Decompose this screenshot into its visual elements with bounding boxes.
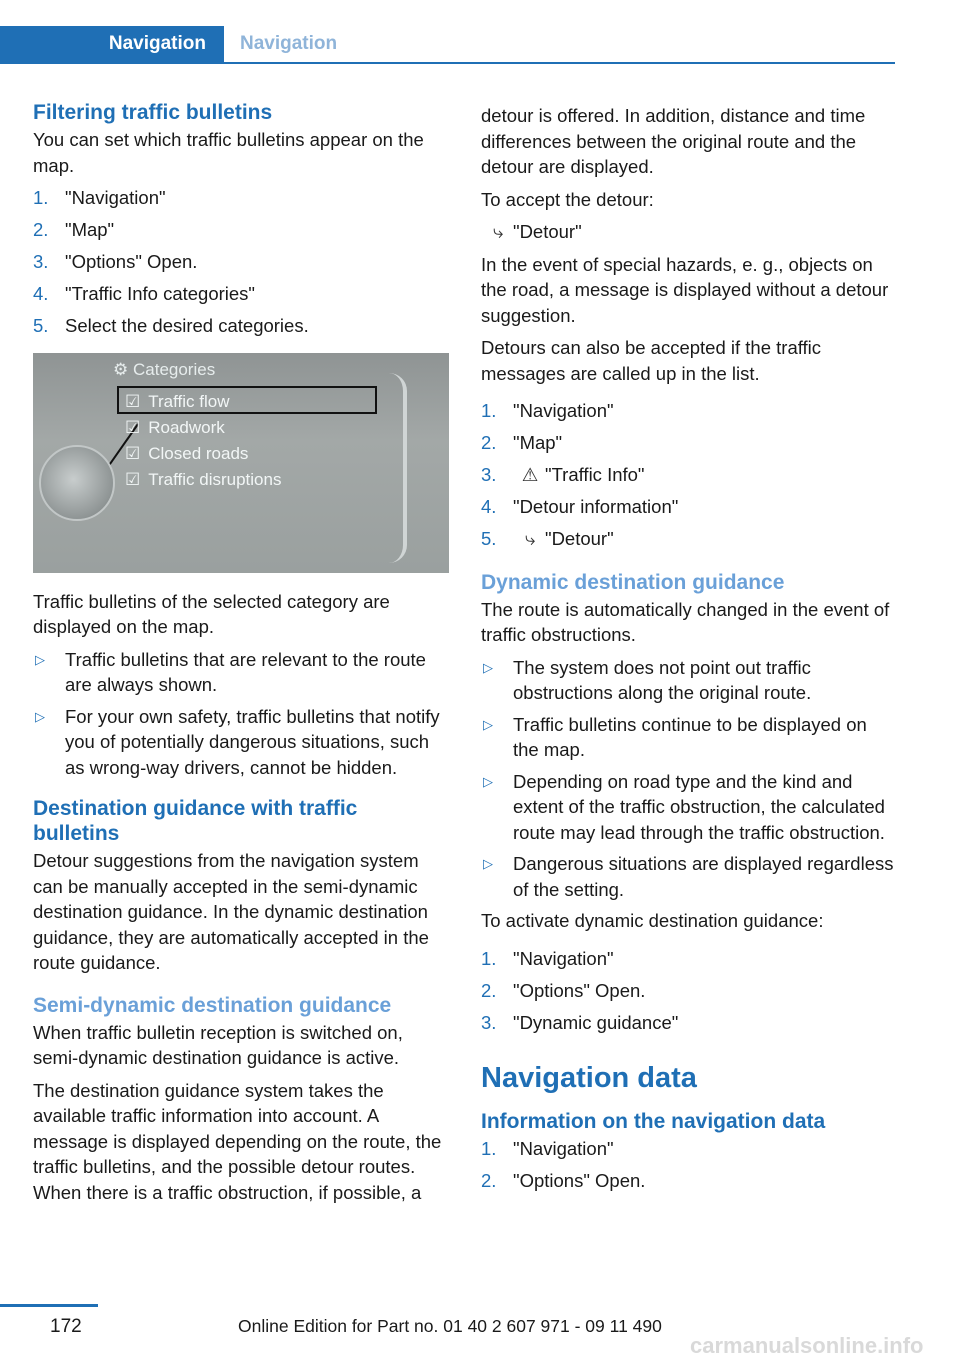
list-item: 2. "Options" Open.	[481, 979, 646, 1001]
heading-destination-guidance: Destination guidance with traffic bulletins	[33, 797, 358, 845]
idrive-categories-screen	[33, 353, 449, 573]
scroll-arc	[389, 373, 407, 563]
detour-icon: ⤷	[524, 528, 536, 549]
chapter-tab-active: Navigation	[0, 26, 224, 62]
step-list	[33, 185, 449, 339]
list-item: 2. "Map"	[33, 219, 115, 240]
list-item: 4. "Traffic Info categories"	[33, 283, 255, 304]
category-item: ☑ Traffic disruptions	[125, 469, 282, 489]
heading-info-navigation-data: Information on the navigation data	[481, 1110, 826, 1133]
list-item: 2. "Options" Open.	[481, 1170, 646, 1191]
triangle-bullet-icon: ▷	[35, 651, 45, 667]
heading-navigation-data: Navigation data	[481, 1062, 697, 1094]
step-list	[481, 1136, 897, 1194]
list-item: 4. "Detour information"	[481, 496, 679, 517]
category-item: ☑ Traffic flow	[125, 391, 230, 411]
triangle-bullet-icon: ▷	[35, 708, 45, 724]
list-item: 1. "Navigation"	[33, 187, 166, 208]
page-number: 172	[50, 1316, 82, 1337]
list-item: ▷ Dangerous situations are displayed regardless of the setting.	[483, 853, 894, 900]
left-column	[33, 100, 449, 1212]
footer-rule	[0, 1304, 98, 1307]
triangle-bullet-icon: ▷	[483, 856, 493, 871]
list-item: 1. "Navigation"	[481, 400, 614, 421]
paragraph: To accept the detour:	[481, 188, 654, 210]
triangle-bullet-icon: ▷	[483, 659, 493, 675]
paragraph: detour is offered. In addition, distance and time differences between the original route and the detour are displayed.	[481, 105, 866, 177]
heading-filtering: Filtering traffic bulletins	[33, 101, 273, 124]
triangle-bullet-icon: ▷	[483, 716, 493, 732]
paragraph: You can set which traffic bulletins appear on the map.	[33, 129, 424, 176]
heading-semi-dynamic: Semi-dynamic destination guidance	[33, 993, 392, 1017]
list-item: 2. "Map"	[481, 432, 563, 453]
list-item: 5. Select the desired categories.	[33, 315, 309, 336]
list-item: ▷ Depending on road type and the kind and extent of the traffic obstruction, the calculated route may lead through the traffic obstruction.	[483, 770, 885, 843]
detour-line: ⤷ "Detour"	[481, 219, 897, 245]
list-item: 3. "Options" Open.	[33, 251, 198, 272]
categories-header: ⚙ Categories	[113, 359, 216, 379]
step-list	[481, 946, 897, 1036]
paragraph: To activate dynamic destination guidance:	[481, 910, 824, 931]
bullet-list	[481, 655, 897, 903]
paragraph: Detours can also be accepted if the traffic messages are called up in the list.	[481, 337, 822, 384]
category-item: ☑ Closed roads	[125, 443, 249, 463]
detour-icon: ⤷	[492, 221, 504, 242]
settings-icon: ⚙	[113, 359, 129, 379]
paragraph: In the event of special hazards, e. g., objects on the road, a message is displayed without a detour suggestion.	[481, 253, 889, 326]
list-item: ▷ Traffic bulletins continue to be displayed on the map.	[483, 713, 867, 760]
checkbox-icon: ☑	[125, 417, 141, 437]
warning-icon: ⚠	[521, 464, 539, 485]
list-item: ▷ For your own safety, traffic bulletins that notify you of potentially dangerous situations, such as wrong-way drivers, cannot be hidden.	[35, 705, 440, 778]
list-item: 1. "Navigation"	[481, 1138, 614, 1159]
list-item: 5. ⤷ "Detour"	[481, 526, 897, 552]
step-list	[481, 398, 897, 552]
list-item: ▷ Traffic bulletins that are relevant to the route are always shown.	[35, 648, 426, 695]
paragraph: The route is automatically changed in the event of traffic obstructions.	[481, 598, 890, 645]
list-item: ▷ The system does not point out traffic obstructions along the original route.	[483, 656, 812, 703]
watermark: carmanualsonline.info	[690, 1333, 924, 1358]
paragraph: When traffic bulletin reception is switched on, semi-dynamic destination guidance is active.	[33, 1021, 403, 1068]
bullet-list	[33, 647, 449, 781]
chapter-header	[0, 26, 895, 64]
list-item: 3. ⚠ "Traffic Info"	[481, 462, 897, 488]
list-item: 1. "Navigation"	[481, 947, 614, 969]
checkbox-icon: ☑	[125, 443, 141, 463]
section-tab: Navigation	[240, 33, 338, 54]
category-item: ☑ Roadwork	[125, 417, 225, 437]
heading-dynamic: Dynamic destination guidance	[481, 570, 785, 594]
triangle-bullet-icon: ▷	[483, 773, 493, 789]
edition-note: Online Edition for Part no. 01 40 2 607 971 - 09 11 490	[238, 1316, 662, 1336]
paragraph: The destination guidance system takes the available traffic information into account. A message is displayed depending on the route, the traffic bulletins, and the possible detour routes. When there is a traffic obstruction, if possible, a	[33, 1079, 442, 1203]
right-column	[481, 103, 897, 1202]
controller-knob	[39, 445, 115, 521]
paragraph: Detour suggestions from the navigation system can be manually accepted in the semi-dynamic destination guidance. In the dynamic destination guidance, they are automatically accepted in the route guidance.	[33, 850, 429, 973]
checkbox-icon: ☑	[125, 469, 141, 489]
checkbox-icon: ☑	[125, 391, 141, 411]
paragraph: Traffic bulletins of the selected category are displayed on the map.	[33, 590, 390, 637]
list-item: 3. "Dynamic guidance"	[481, 1011, 679, 1033]
